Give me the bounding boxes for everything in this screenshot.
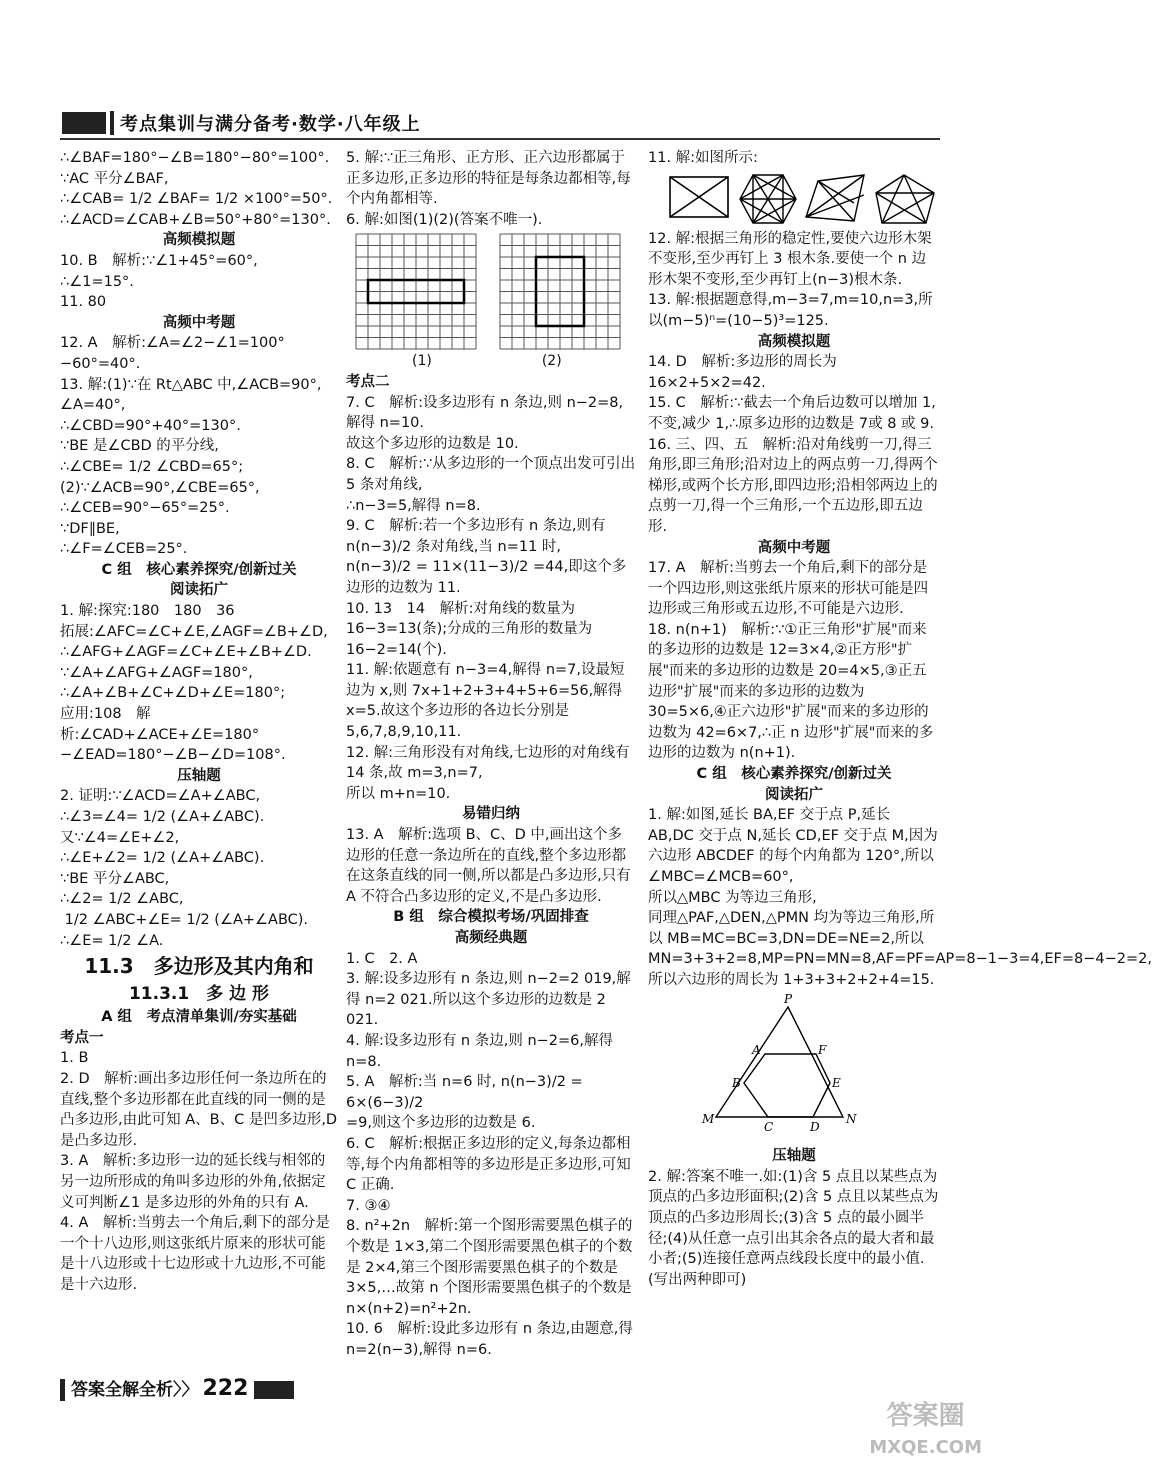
answer-line: 16. 三、四、五 解析:沿对角线剪一刀,得三角形,即三角形;沿对边上的两点剪一刀,得两个梯形,或两个长方形,即四边形;沿相邻两边上的点剪一刀,得一个三角形,一个五边形,即五边形. bbox=[648, 436, 938, 535]
label-P: P bbox=[784, 991, 793, 1006]
answer-line: 1. B bbox=[60, 1050, 89, 1067]
rectangle-diagonals-figure bbox=[668, 173, 732, 221]
answer-line: 所以 m+n=10. bbox=[346, 785, 451, 802]
label-N: N bbox=[846, 1111, 857, 1126]
answer-line: ∴∠BAF=180°−∠B=180°−80°=100°. bbox=[60, 150, 330, 166]
answer-line: ∴∠CBD=90°+40°=130°. bbox=[60, 417, 241, 434]
answer-line: 15. C 解析:∵截去一个角后边数可以增加 1,不变,减少 1,∴原多边形的边数是 7或 8 或 9. bbox=[648, 395, 936, 432]
polygon-figures bbox=[668, 173, 940, 225]
answer-line: ∵AC 平分∠BAF, bbox=[60, 170, 169, 187]
answer-line: 又∵∠4=∠E+∠2, bbox=[60, 829, 180, 846]
quadrilateral-diagonals-figure bbox=[804, 173, 868, 225]
label-F: F bbox=[818, 1042, 827, 1057]
answer-line: ∴∠3=∠4= 1/2 (∠A+∠ABC). bbox=[60, 809, 265, 825]
answer-line: 2. D 解析:画出多边形任何一条边所在的直线,整个多边形都在此直线的同一侧的是凸多边形,由此可知 A、B、C 是凹多边形,D 是凸多边形. bbox=[60, 1070, 342, 1149]
section-heading: 压轴题 bbox=[177, 767, 221, 784]
footer-block bbox=[254, 1381, 294, 1399]
answer-line: 应用:108 解析:∠CAD+∠ACE+∠E=180°−∠EAD=180°−∠B−∠D=108°. bbox=[60, 706, 286, 764]
grid-figures bbox=[356, 234, 636, 349]
answer-line: 1/2 ∠ABC+∠E= 1/2 (∠A+∠ABC). bbox=[60, 911, 309, 928]
answer-line: (2)∵∠ACB=90°,∠CBE=65°, bbox=[60, 479, 260, 496]
label-C: C bbox=[764, 1119, 774, 1134]
answer-line: 10. 13 14 解析:对角线的数量为 16−3=13(条);分成的三角形的数量为 16−2=14(个). bbox=[346, 600, 597, 658]
answer-line: 11. 解:依题意有 n−3=4,解得 n=7,设最短边为 x,则 7x+1+2+3+4+5+6=56,解得 x=5.故这个多边形的各边长分别是 5,6,7,8,9,10,11. bbox=[346, 662, 627, 741]
answer-line: 5. 解:∵正三角形、正方形、正六边形都属于正多边形,正多边形的特征是每条边都相等,每个内角都相等. bbox=[346, 150, 631, 208]
answer-line: ∵∠A+∠AFG+∠AGF=180°, bbox=[60, 664, 253, 681]
answer-line: 6. C 解析:根据正多边形的定义,每条边都相等,每个内角都相等的多边形是正多边形,可知 C 正确. bbox=[346, 1135, 636, 1194]
answer-line: 12. 解:三角形没有对角线,七边形的对角线有 14 条,故 m=3,n=7, bbox=[346, 744, 635, 782]
subchapter-title: 11.3.1 多 边 形 bbox=[128, 984, 270, 1005]
section-heading: 高频模拟题 bbox=[757, 333, 831, 350]
answer-line: 4. 解:设多边形有 n 条边,则 n−2=6,解得 n=8. bbox=[346, 1032, 618, 1070]
section-heading: B 组 综合模拟考场/巩固排查 bbox=[393, 909, 589, 926]
chapter-title: 11.3 多边形及其内角和 bbox=[84, 954, 314, 979]
header-block bbox=[62, 112, 106, 134]
column-2 bbox=[346, 148, 640, 1360]
answer-line: 17. A 解析:当剪去一个角后,剩下的部分是一个四边形,则这张纸片原来的形状可能是四边形或三角形或五边形,不可能是六边形. bbox=[648, 560, 929, 618]
answer-line: ∴∠1=15°. bbox=[60, 273, 134, 290]
grid-figure-2 bbox=[500, 234, 620, 349]
answer-line: ∵BE 是∠CBD 的平分线, bbox=[60, 438, 219, 455]
section-heading: 考点一 bbox=[60, 1029, 104, 1046]
answer-line: 12. A 解析:∠A=∠2−∠1=100°−60°=40°. bbox=[60, 335, 285, 372]
section-heading: 高频经典题 bbox=[454, 930, 528, 946]
grid-caption-1: (1) bbox=[412, 353, 432, 370]
answer-line: ∴∠ACD=∠CAB+∠B=50°+80°=130°. bbox=[60, 211, 331, 228]
answer-line: ∴∠CEB=90°−65°=25°. bbox=[60, 500, 230, 517]
section-heading: 压轴题 bbox=[772, 1148, 816, 1165]
answer-line: ∴∠F=∠CEB=25°. bbox=[60, 541, 188, 558]
answer-line: =9,则这个多边形的边数是 6. bbox=[346, 1115, 536, 1132]
section-heading: C 组 核心素养探究/创新过关 bbox=[696, 766, 892, 783]
grid-captions bbox=[412, 351, 636, 372]
header-rule bbox=[60, 138, 940, 140]
answer-line: 13. 解:(1)∵在 Rt△ABC 中,∠ACB=90°, bbox=[60, 376, 322, 393]
answer-line: ∵BE 平分∠ABC, bbox=[60, 870, 170, 887]
section-heading: 阅读拓广 bbox=[765, 786, 823, 803]
answer-line: 11. 80 bbox=[60, 294, 107, 311]
label-B: B bbox=[732, 1075, 741, 1090]
answer-line: 9. C 解析:若一个多边形有 n 条边,则有 n(n−3)/2 条对角线,当 n=11 时, bbox=[346, 518, 611, 555]
hexagon-triangle-figure bbox=[702, 991, 940, 1141]
answer-line: 2. 证明:∵∠ACD=∠A+∠ABC, bbox=[60, 788, 261, 805]
answer-line: 3. 解:设多边形有 n 条边,则 n−2=2 019,解得 n=2 021.所以这个多边形的边数是 2 021. bbox=[346, 971, 631, 1029]
answer-line: 同理△PAF,△DEN,△PMN 均为等边三角形,所以 MB=MC=BC=3,DN=DE=NE=2,所以 MN=3+3+2=8,MP=PN=MN=8,AF=PF=AP=8−1−3=4,EF=8−4−2=2,所以六边形的周长为 1+3+3+2+2+4=15. bbox=[648, 910, 1152, 988]
page-number: 222 bbox=[202, 1376, 249, 1401]
answer-line: 3. A 解析:多边形一边的延长线与相邻的另一边所形成的角叫多边形的外角,依据定义可判断∠1 是多边形的外角的只有 A. bbox=[60, 1153, 326, 1211]
answer-line: 5. A 解析:当 n=6 时, n(n−3)/2 = 6×(6−3)/2 bbox=[346, 1074, 588, 1111]
answer-line: 1. 解:如图,延长 BA,EF 交于点 P,延长 AB,DC 交于点 N,延长 CD,EF 交于点 M,因为六边形 ABCDEF 的每个内角都为 120°,所以∠MBC=∠MCB=60°, bbox=[648, 807, 938, 885]
answer-line: ∴∠CBE= 1/2 ∠CBD=65°; bbox=[60, 458, 244, 475]
column-1 bbox=[60, 148, 342, 1295]
answer-line: ∴∠E+∠2= 1/2 (∠A+∠ABC). bbox=[60, 850, 265, 867]
hexagon-diagonals-figure bbox=[738, 173, 798, 225]
answer-line: ∴∠A+∠B+∠C+∠D+∠E=180°; bbox=[60, 685, 286, 702]
section-heading: C 组 核心素养探究/创新过关 bbox=[101, 561, 297, 578]
answer-line: ∠A=40°, bbox=[60, 397, 126, 414]
answer-line: 8. C 解析:∵从多边形的一个顶点出发可引出 5 条对角线, bbox=[346, 456, 640, 493]
grid-caption-2: (2) bbox=[541, 353, 562, 370]
answer-line: 8. n²+2n 解析:第一个图形需要黑色棋子的个数是 1×3,第二个图形需要黑色棋子的个数是 2×4,第三个图形需要黑色棋子的个数是 3×5,…故第 n 个图形需要黑色棋子的个数是 n×(n+2)=n²+2n. bbox=[346, 1218, 637, 1317]
answer-line: ∵DF∥BE, bbox=[60, 520, 120, 537]
answer-line: ∴∠CAB= 1/2 ∠BAF= 1/2 ×100°=50°. bbox=[60, 191, 333, 208]
answer-line: ∴∠2= 1/2 ∠ABC, bbox=[60, 891, 184, 908]
answer-line: 14. D 解析:多边形的周长为 16×2+5×2=42. bbox=[648, 354, 842, 391]
answer-line: n(n−3)/2 = 11×(11−3)/2 =44,即这个多边形的边数为 11. bbox=[346, 559, 627, 596]
answer-line: ∴∠E= 1/2 ∠A. bbox=[60, 932, 164, 949]
answer-line: 拓展:∠AFC=∠C+∠E,∠AGF=∠B+∠D, bbox=[60, 623, 328, 640]
section-heading: 阅读拓广 bbox=[170, 582, 228, 599]
answer-line: ∴n−3=5,解得 n=8. bbox=[346, 497, 481, 514]
answer-line: 13. 解:根据题意得,m−3=7,m=10,n=3,所以(m−5)ⁿ=(10−5)³=125. bbox=[648, 292, 933, 329]
section-heading: 高频模拟题 bbox=[162, 232, 236, 249]
header-title: 考点集训与满分备考·数学·八年级上 bbox=[120, 114, 421, 135]
grid-figure-1 bbox=[356, 234, 476, 349]
watermark bbox=[869, 1400, 982, 1464]
answer-line: 6. 解:如图(1)(2)(答案不唯一). bbox=[346, 211, 543, 228]
footer-label: 答案全解全析 bbox=[71, 1380, 173, 1400]
answer-line: 7. ③④ bbox=[346, 1197, 391, 1214]
label-D: D bbox=[810, 1119, 820, 1134]
answer-line: 2. 解:答案不唯一.如:(1)含 5 点且以某些点为顶点的凸多边形面积;(2)含 5 点且以某些点为顶点的凸多边形周长;(3)含 5 点的最小圆半径;(4)从任意一点引出其余各点的最大者和最小者;(5)连接任意两点线段长度中的最小值.(写出两种即可) bbox=[648, 1168, 939, 1288]
label-M: M bbox=[702, 1111, 715, 1126]
answer-line: 所以△MBC 为等边三角形, bbox=[648, 889, 817, 906]
answer-line: 1. C 2. A bbox=[346, 950, 418, 967]
answer-line: 10. B 解析:∵∠1+45°=60°, bbox=[60, 252, 258, 269]
section-heading: A 组 考点清单集训/夯实基础 bbox=[101, 1009, 297, 1026]
label-A: A bbox=[752, 1042, 761, 1057]
section-heading: 高频中考题 bbox=[162, 314, 236, 331]
answer-line: 1. 解:探究:180 180 36 bbox=[60, 603, 235, 620]
answer-line: 7. C 解析:设多边形有 n 条边,则 n−2=8,解得 n=10. bbox=[346, 394, 624, 432]
answer-line: 11. 解:如图所示: bbox=[648, 150, 758, 166]
answer-line: 18. n(n+1) 解析:∵①正三角形"扩展"而来的多边形的边数是 12=3×4,②正方形"扩展"而来的多边形的边数是 20=4×5,③正五边形"扩展"而来的多边形的边数为 30=5×6,④正六边形"扩展"而来的多边形的边数为 42=6×7,∴正 n 边形"扩展"而来的多边形的边数为 n(n+1). bbox=[648, 621, 934, 762]
answer-line: 10. 6 解析:设此多边形有 n 条边,由题意,得 n=2(n−3),解得 n=6. bbox=[346, 1321, 638, 1358]
header-bar bbox=[110, 111, 114, 135]
section-heading: 高频中考题 bbox=[757, 539, 831, 556]
answer-line: 故这个多边形的边数是 10. bbox=[346, 435, 519, 452]
answer-line: 12. 解:根据三角形的稳定性,要使六边形木架不变形,至少再钉上 3 根木条.要使一个 n 边形木架不变形,至少再钉上(n−3)根木条. bbox=[648, 230, 932, 288]
answer-line: 13. A 解析:选项 B、C、D 中,画出这个多边形的任意一条边所在的直线,整个多边形都在这条直线的同一侧,所以都是凸多边形,只有 A 不符合凸多边形的定义,不是凸多边形. bbox=[346, 827, 636, 905]
answer-line: 4. A 解析:当剪去一个角后,剩下的部分是一个十八边形,则这张纸片原来的形状可能是十八边形或十七边形或十九边形,不可能是十六边形. bbox=[60, 1215, 330, 1293]
label-E: E bbox=[832, 1075, 841, 1090]
page-footer bbox=[60, 1375, 294, 1401]
footer-arrow: 〉〉 bbox=[173, 1380, 199, 1400]
watermark-line-1: 答案圈 bbox=[886, 1401, 965, 1431]
answer-line: ∴∠AFG+∠AGF=∠C+∠E+∠B+∠D. bbox=[60, 644, 312, 661]
column-3 bbox=[648, 148, 1152, 1290]
watermark-line-2: MXQE.COM bbox=[869, 1437, 982, 1458]
section-heading: 考点二 bbox=[346, 373, 390, 390]
footer-bar bbox=[60, 1379, 65, 1401]
section-heading: 易错归纳 bbox=[462, 806, 520, 823]
pentagon-diagonals-figure bbox=[874, 173, 938, 225]
